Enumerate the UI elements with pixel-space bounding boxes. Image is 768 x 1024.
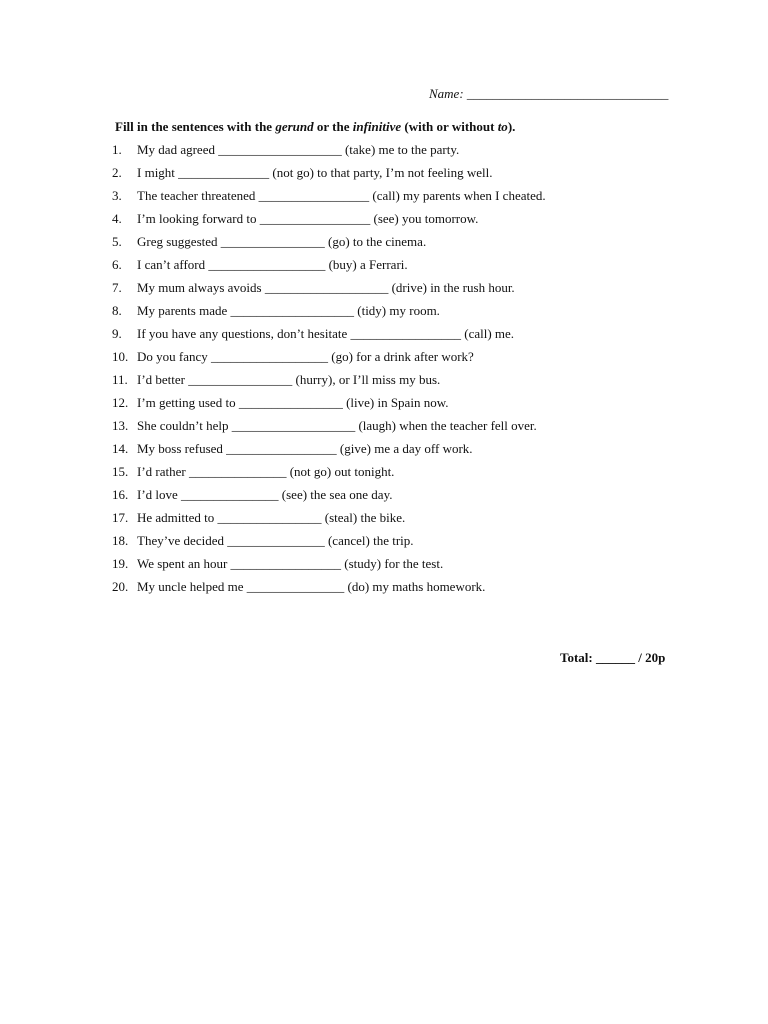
item-text: My dad agreed ___________________ (take) me to the party.: [137, 142, 460, 157]
instructions-text-4: ).: [507, 119, 516, 134]
item-text: The teacher threatened _________________ (call) my parents when I cheated.: [137, 188, 546, 203]
item-number: 8.: [112, 303, 122, 318]
exercise-item-1: [112, 142, 712, 165]
item-number: 4.: [112, 211, 122, 226]
item-text: Greg suggested ________________ (go) to the cinema.: [137, 234, 427, 249]
exercise-item-13: [112, 418, 712, 441]
exercise-item-2: [112, 165, 712, 188]
item-number: 17.: [112, 510, 129, 525]
item-number: 11.: [112, 372, 128, 387]
item-number: 12.: [112, 395, 129, 410]
exercise-item-14: [112, 441, 712, 464]
item-number: 5.: [112, 234, 122, 249]
item-text: My uncle helped me _______________ (do) my maths homework.: [137, 579, 486, 594]
item-text: I might ______________ (not go) to that party, I’m not feeling well.: [137, 165, 493, 180]
item-text: I can’t afford __________________ (buy) a Ferrari.: [137, 257, 408, 272]
exercise-list: [112, 142, 712, 602]
exercise-item-15: [112, 464, 712, 487]
exercise-item-17: [112, 510, 712, 533]
name-label: Name:: [429, 86, 464, 101]
instructions-heading: [115, 119, 515, 135]
exercise-item-3: [112, 188, 712, 211]
item-text: I’d better ________________ (hurry), or I’ll miss my bus.: [137, 372, 441, 387]
exercise-item-12: [112, 395, 712, 418]
instructions-gerund: gerund: [275, 119, 314, 134]
item-text: I’m getting used to ________________ (live) in Spain now.: [137, 395, 449, 410]
item-text: My mum always avoids ___________________ (drive) in the rush hour.: [137, 280, 515, 295]
item-number: 16.: [112, 487, 129, 502]
item-text: She couldn’t help ___________________ (laugh) when the teacher fell over.: [137, 418, 537, 433]
exercise-item-16: [112, 487, 712, 510]
item-text: If you have any questions, don’t hesitate _________________ (call) me.: [137, 326, 515, 341]
item-text: I’d love _______________ (see) the sea one day.: [137, 487, 393, 502]
item-text: My boss refused _________________ (give) me a day off work.: [137, 441, 473, 456]
item-number: 3.: [112, 188, 122, 203]
item-text: I’m looking forward to _________________ (see) you tomorrow.: [137, 211, 479, 226]
item-text: Do you fancy __________________ (go) for a drink after work?: [137, 349, 474, 364]
item-number: 6.: [112, 257, 122, 272]
item-number: 18.: [112, 533, 129, 548]
exercise-item-10: [112, 349, 712, 372]
exercise-item-18: [112, 533, 712, 556]
item-text: I’d rather _______________ (not go) out tonight.: [137, 464, 395, 479]
item-number: 13.: [112, 418, 129, 433]
item-number: 7.: [112, 280, 122, 295]
instructions-text-2: or the: [313, 119, 353, 134]
item-text: He admitted to ________________ (steal) the bike.: [137, 510, 406, 525]
instructions-infinitive: infinitive: [352, 119, 402, 134]
exercise-item-5: [112, 234, 712, 257]
exercise-item-20: [112, 579, 712, 602]
exercise-item-9: [112, 326, 712, 349]
item-number: 1.: [112, 142, 122, 157]
name-field: [429, 86, 668, 102]
exercise-item-19: [112, 556, 712, 579]
instructions-text-3: (with or without: [401, 119, 498, 134]
item-number: 2.: [112, 165, 122, 180]
exercise-item-8: [112, 303, 712, 326]
item-number: 19.: [112, 556, 129, 571]
item-number: 14.: [112, 441, 129, 456]
item-number: 15.: [112, 464, 129, 479]
item-number: 9.: [112, 326, 122, 341]
item-text: My parents made ___________________ (tidy) my room.: [137, 303, 440, 318]
exercise-item-4: [112, 211, 712, 234]
item-number: 20.: [112, 579, 129, 594]
exercise-item-11: [112, 372, 712, 395]
exercise-item-7: [112, 280, 712, 303]
instructions-text-1: Fill in the sentences with the: [115, 119, 276, 134]
item-text: We spent an hour _________________ (study) for the test.: [137, 556, 444, 571]
name-blank: _______________________________: [463, 86, 669, 101]
total-score: Total: ______ / 20p: [560, 650, 666, 665]
item-number: 10.: [112, 349, 129, 364]
exercise-item-6: [112, 257, 712, 280]
item-text: They’ve decided _______________ (cancel) the trip.: [137, 533, 414, 548]
instructions-to: to: [497, 119, 508, 134]
